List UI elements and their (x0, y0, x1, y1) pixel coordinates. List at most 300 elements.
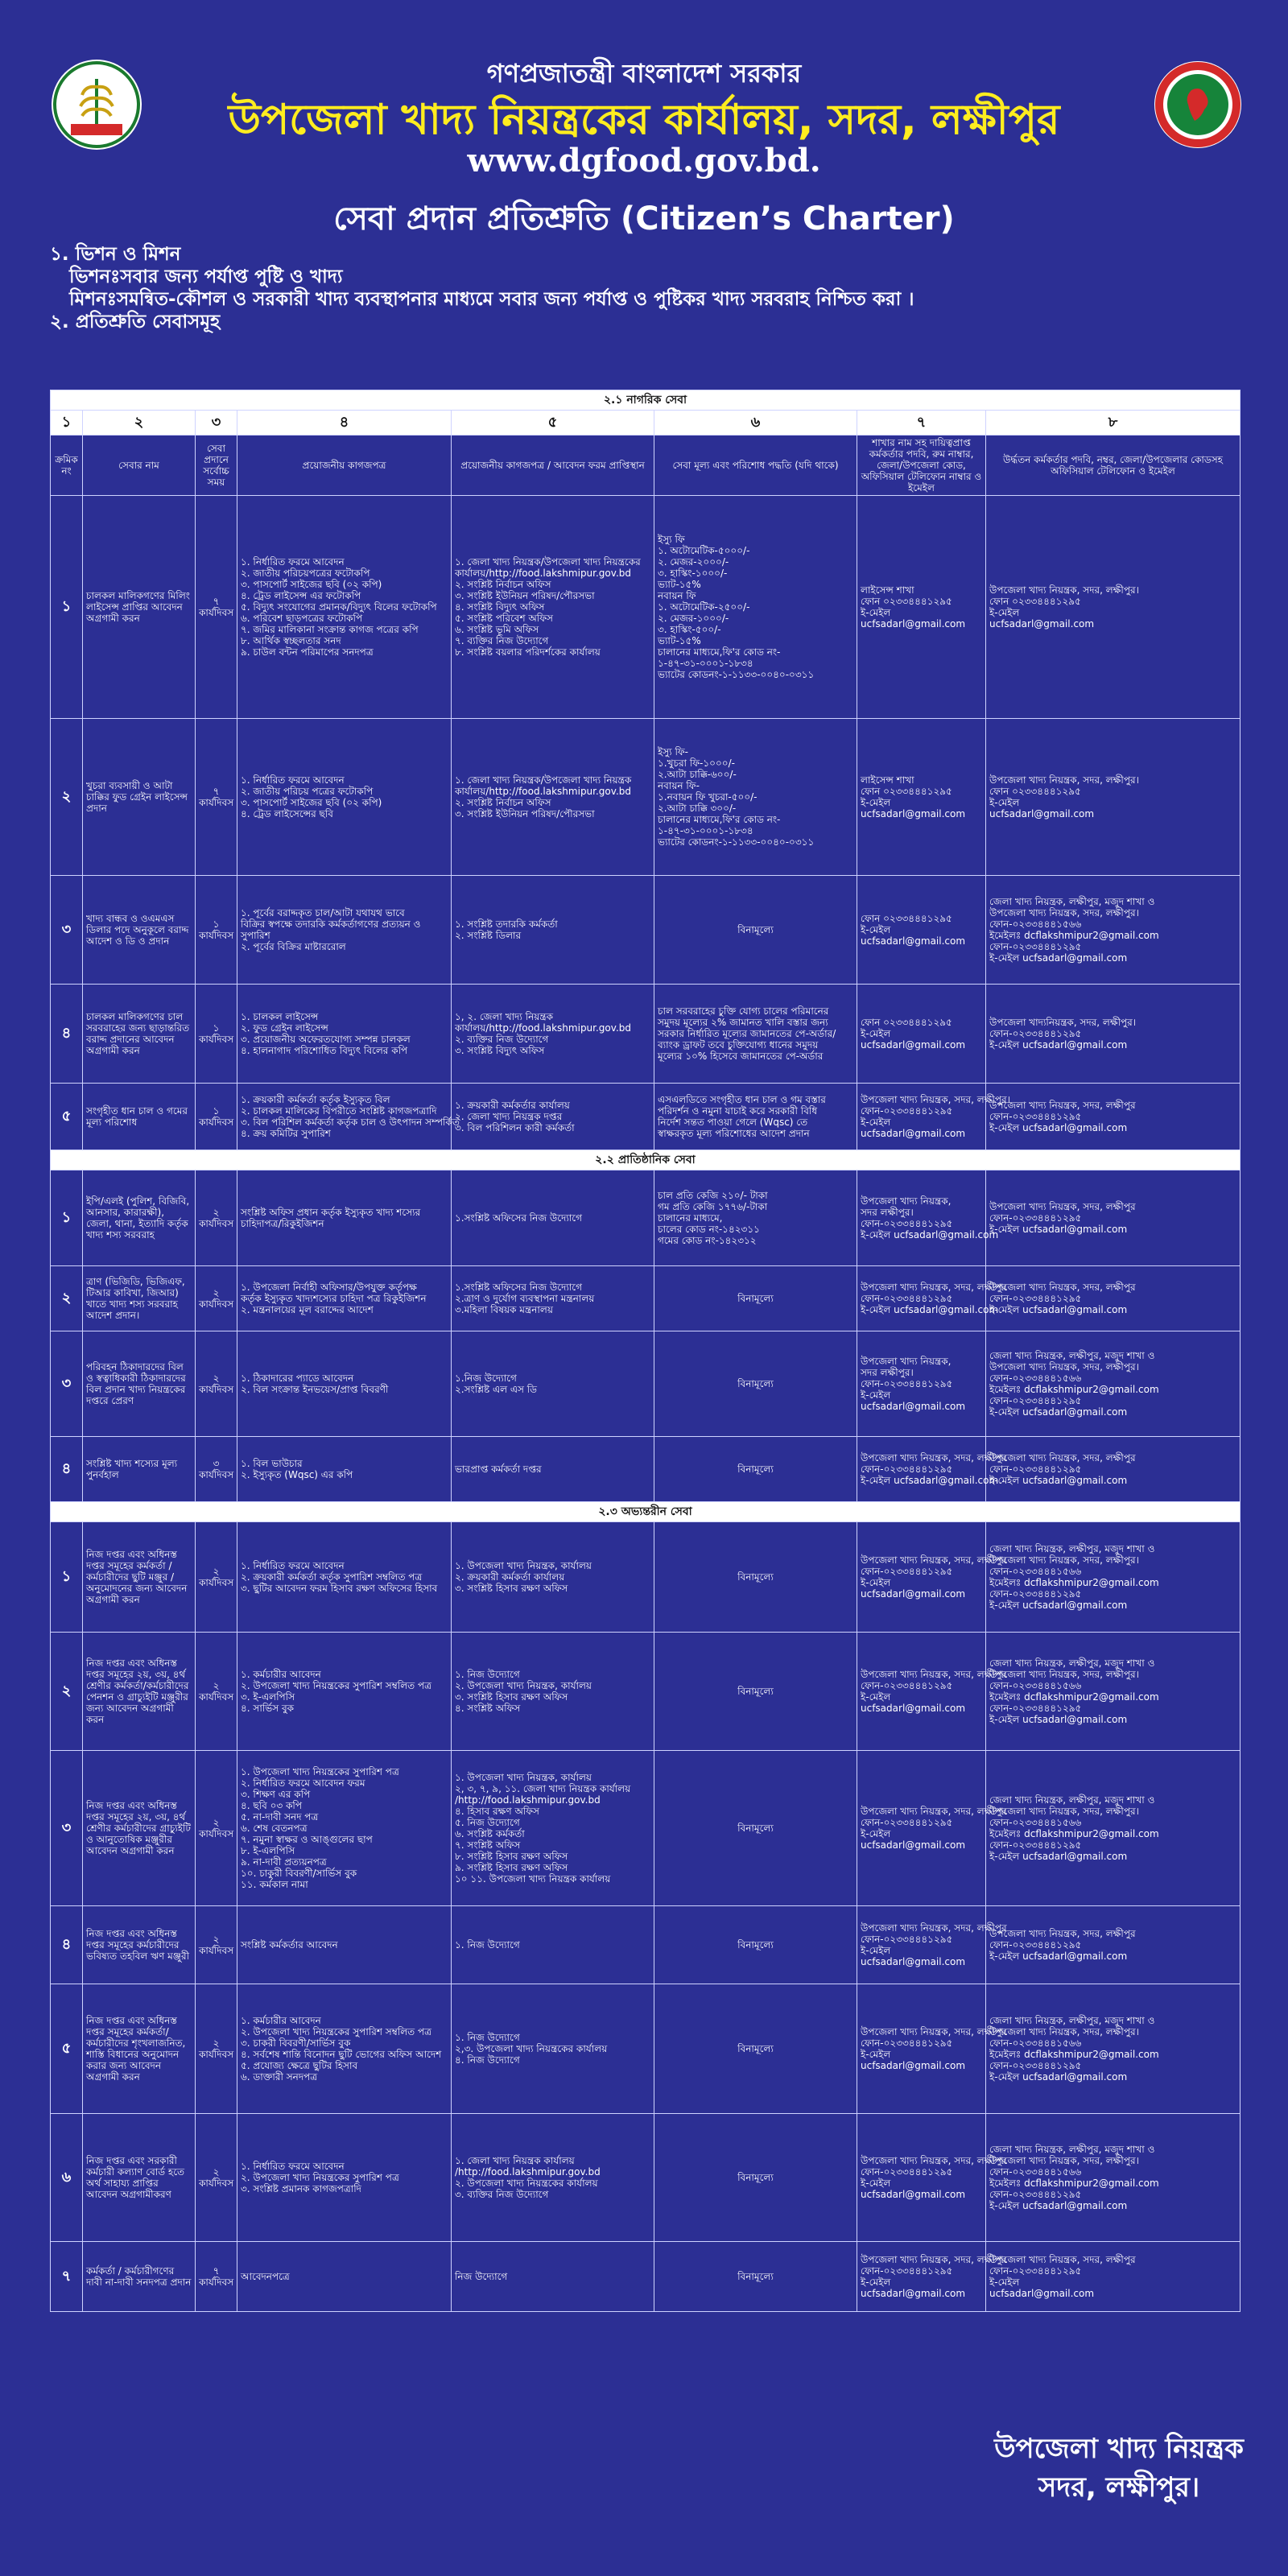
superior-cell-line: ucfsadarl@gmail.com (989, 618, 1095, 630)
officer-cell (857, 1266, 1007, 1331)
officer-cell-line: উপজেলা খাদ্য নিয়ন্ত্রক, (861, 1356, 952, 1367)
officer-cell-line: ucfsadarl@gmail.com (861, 1128, 966, 1139)
officer-cell-line: ফোন-০২৩৩৪৪৪১২৯৫ (861, 1934, 953, 1945)
where-cell-line: ২. উপজেলা খাদ্য নিয়ন্ত্রকের কার্যালয় (455, 2178, 598, 2189)
where-cell-line: ১. জেলা খাদ্য নিয়ন্ত্রক/উপজেলা খাদ্য নিয়ন্ত্রক (455, 774, 632, 786)
service-name-cell: সংগৃহীত ধান চাল ও গমের মূল্য পরিশোধ (83, 1084, 196, 1150)
service-table-wrapper (50, 390, 1240, 2312)
officer-cell-line: লাইসেন্স শাখা (861, 584, 914, 596)
where-cell (452, 1751, 654, 1906)
superior-cell-line: ucfsadarl@gmail.com (989, 808, 1095, 819)
fee-cell-line: চাল সরবরাহের চুক্তি যোগ্য চালের পরিমানের (658, 1005, 829, 1017)
superior-cell-line: ফোন-০২৩৩৪৪৪১৫৬৬ (989, 1817, 1082, 1828)
superior-cell-line: ফোন-০২৩৩৪৪৪১৫৬৬ (989, 2037, 1082, 2049)
superior-cell-line: ই-মেইল ucfsadarl@gmail.com (989, 1600, 1128, 1611)
service-name-cell: সংশ্লিষ্ট খাদ্য শস্যের মূল্য পুনর্বহাল (83, 1437, 196, 1502)
fee-cell-line: চালানের মাধ্যমে,ফি'র কোড নং- (658, 814, 781, 825)
documents-cell (237, 1437, 452, 1502)
fee-cell-line: ভ্যাটের কোডনং-১-১১৩৩-০০৪০-০৩১১ (658, 669, 815, 680)
where-cell-line: ২. উপজেলা খাদ্য নিয়ন্ত্রক, কার্যালয় (455, 1680, 592, 1691)
where-cell-line: ১. জেলা খাদ্য নিয়ন্ত্রক/উপজেলা খাদ্য নিয়ন্ত্রকের (455, 556, 641, 568)
superior-cell-line: ফোন ০২৩৩৪৪৪১২৯৫ (989, 786, 1081, 797)
where-cell (452, 1331, 654, 1437)
documents-cell (237, 985, 452, 1084)
where-cell-line: ৯. সংশ্লিষ্ট হিসাব রক্ষণ অফিস (455, 1862, 568, 1873)
fee-cell (654, 876, 857, 985)
service-row (51, 1170, 1241, 1266)
documents-cell-line: চাহিদাপত্র/রিকুইজিশন (241, 1218, 324, 1229)
documents-cell-line: ৮. ই-এলপিসি (241, 1845, 295, 1856)
service-name-cell: পরিবহন ঠিকাদারদের বিল ও স্বত্বাধিকারী ঠিকাদারদের বিল প্রদান খাদ্য নিয়ন্ত্রকের দপ্তরে প্রেরণ (83, 1331, 196, 1437)
where-cell-line: ১. নিজ উদ্যোগে (455, 2032, 520, 2043)
officer-cell-line: ই-মেইল (861, 1028, 891, 1039)
where-cell-line: ২.ত্রাণ ও দুর্যোগ ব্যবস্থাপনা মন্ত্রনালয় (455, 1293, 595, 1304)
superior-cell-line: ই-মেইল (989, 797, 1020, 808)
documents-cell-line: ৪. ক্রয় কমিটির সুপারিশ (241, 1128, 331, 1139)
where-cell-line: ৮. সংশ্লিষ্ট হিসাব রক্ষণ অফিস (455, 1851, 568, 1862)
service-name-cell: নিজ দপ্তর এবং অধিনস্ত দপ্তর সমূহের ২য়, ৩য়, ৪র্থ শ্রেণীর কর্মচারীদের গ্রাচ্যুইটি ও আনুতোষিক মঞ্জুরীর আবেদন অগ্রগামী করন (83, 1751, 196, 1906)
serial-cell: ৪ (51, 1906, 83, 1984)
superior-cell (986, 1331, 1241, 1437)
fee-cell-line: ১.খুচরা ফি-১০০০/- (658, 758, 735, 769)
superior-cell-line: জেলা খাদ্য নিয়ন্ত্রক, লক্ষীপুর, মজুদ শাখা ও (989, 1543, 1155, 1554)
fee-cell-line: বিনামূল্যে (737, 1823, 774, 1834)
officer-cell-line: ucfsadarl@gmail.com (861, 2288, 966, 2299)
officer-cell-line: ucfsadarl@gmail.com (861, 1956, 966, 1967)
fee-cell-line: ২.আটা চাক্কি-৬০০/- (658, 769, 737, 780)
documents-cell-line: ২. পূর্বের বিক্রির মাষ্টাররোল (241, 941, 346, 952)
fee-cell-line: ২.আটা চাক্কি ৩০০/- (658, 803, 737, 814)
serial-cell: ১ (51, 496, 83, 719)
time-cell: ১ কার্যদিবস (196, 876, 237, 985)
officer-cell-line: ফোন ০২৩৩৪৪৪১২৯৫ (861, 1017, 952, 1028)
header-serial: ক্রমিক নং (51, 436, 83, 496)
where-cell-line: কার্যালয়/http://food.lakshmipur.gov.bd (455, 786, 631, 797)
superior-cell (986, 1906, 1241, 1984)
documents-cell-line: ৬. পরিবেশ ছাড়পত্রের ফটোকপি (241, 613, 363, 624)
officer-cell-line: ফোন-০২৩৩৪৪৪১২৯৫ (861, 1463, 953, 1475)
officer-cell-line: ফোন ০২৩৩৪৪৪১২৯৫ (861, 596, 952, 607)
service-row (51, 2114, 1241, 2242)
superior-cell-line: ucfsadarl@gmail.com (989, 2288, 1095, 2299)
where-cell (452, 1437, 654, 1502)
where-cell-line: ২, ৩, ৭, ৯, ১১. জেলা খাদ্য নিয়ন্ত্রক কার্যালয় (455, 1783, 631, 1794)
superior-cell-line: ই-মেইল ucfsadarl@gmail.com (989, 952, 1128, 964)
superior-cell-line: ফোন-০২৩৩৪৪৪১২৯৫ (989, 1588, 1082, 1600)
fee-cell (654, 1984, 857, 2114)
where-cell-line: ৩.মহিলা বিষয়ক মন্ত্রনালয় (455, 1304, 553, 1315)
officer-cell-line: ফোন-০২৩৩৪৪৪১২৯৫ (861, 1293, 953, 1304)
officer-cell-line: উপজেলা খাদ্য নিয়ন্ত্রক, সদর, লক্ষীপুর (861, 1806, 1007, 1817)
documents-cell-line: সংশ্লিষ্ট অফিস প্রধান কর্তৃক ইস্যুকৃত খাদ্য শস্যের (241, 1207, 421, 1218)
service-row (51, 1266, 1241, 1331)
where-cell-line: /http://food.lakshmipur.gov.bd (455, 1794, 601, 1806)
service-row (51, 1084, 1241, 1150)
fee-cell-line: বিনামূল্যে (737, 924, 774, 935)
where-cell (452, 2114, 654, 2242)
where-cell-line: ৩. সংশ্লিষ্ট বিদ্যুৎ অফিস (455, 1045, 545, 1056)
superior-cell-line: ই-মেইল ucfsadarl@gmail.com (989, 1122, 1128, 1133)
officer-cell (857, 1633, 1007, 1751)
serial-cell: ৩ (51, 1331, 83, 1437)
superior-cell-line: ই-মেইল ucfsadarl@gmail.com (989, 1304, 1128, 1315)
fee-cell-line: সমুদয় মূল্যের ২% জামানত খালি বস্তার জন্য (658, 1017, 828, 1028)
fee-cell-line: বিনামূল্যে (737, 1571, 774, 1583)
where-cell (452, 1906, 654, 1984)
fee-cell-line: ৩. হাস্কিং-১০০০/- (658, 568, 728, 579)
officer-cell (857, 985, 986, 1084)
service-table-body (51, 390, 1241, 2312)
where-cell-line: ২. সংশ্লিষ্ট নির্বাচন অফিস (455, 579, 551, 590)
officer-cell-line: উপজেলা খাদ্য নিয়ন্ত্রক, সদর, লক্ষীপুর (861, 1554, 1007, 1566)
where-cell-line: ২. সংশ্লিষ্ট নির্বাচন অফিস (455, 797, 551, 808)
section-row (51, 1150, 1241, 1170)
documents-cell-line: ১. নির্ধারিত ফরমে আবেদন (241, 2161, 345, 2172)
header-superior: উর্দ্ধতন কর্মকর্তার পদবি, নম্বর, জেলা/উপজেলার কোডসহ অফিসিয়াল টেলিফোন ও ইমেইল (986, 436, 1241, 496)
fee-cell-line: বিনামূল্যে (737, 2271, 774, 2282)
column-number: ৪ (237, 411, 452, 436)
where-cell-line: ১. সংশ্লিষ্ট তদারকি কর্মকর্তা (455, 919, 558, 930)
officer-cell (857, 1331, 986, 1437)
documents-cell-line: ১. নির্ধারিত ফরমে আবেদন (241, 1560, 345, 1571)
service-row (51, 985, 1241, 1084)
serial-cell: ৩ (51, 1751, 83, 1906)
where-cell (452, 1633, 654, 1751)
officer-cell-line: ফোন-০২৩৩৪৪৪১২৯৫ (861, 1680, 953, 1691)
time-cell: ৭ কার্যদিবস (196, 496, 237, 719)
officer-cell-line: ফোন-০২৩৩৪৪৪১২৯৫ (861, 2265, 953, 2277)
documents-cell-line: ৪. সার্ভিস বুক (241, 1703, 295, 1714)
documents-cell-line: ৯. চাউল বন্টন পরিমাপের সনদপত্র (241, 646, 374, 658)
where-cell-line: ১. জেলা খাদ্য নিয়ন্ত্রক কার্যালয় (455, 2155, 575, 2166)
superior-cell (986, 1751, 1241, 1906)
documents-cell-line: ১. পূর্বের বরাদ্দকৃত চাল/আটা যথাযথ ভাবে (241, 907, 405, 919)
officer-cell-line: ফোন-০২৩৩৪৪৪১২৯৫ (861, 2037, 953, 2049)
documents-cell-line: ১. উপজেলা নির্বাহী অফিসার/উপযুক্ত কর্তৃপক্ষ (241, 1282, 417, 1293)
fee-cell-line: চাল প্রতি কেজি ২১০/- টাকা (658, 1190, 768, 1201)
signature-title: উপজেলা খাদ্য নিয়ন্ত্রক (994, 2433, 1244, 2465)
superior-cell-line: ই-মেইল (989, 607, 1020, 618)
superior-cell (986, 496, 1241, 719)
superior-cell-line: ইমেইলঃ dcflakshmipur2@gmail.com (989, 1691, 1159, 1703)
officer-cell-line: ucfsadarl@gmail.com (861, 935, 966, 947)
officer-cell-line: উপজেলা খাদ্য নিয়ন্ত্রক, সদর, লক্ষীপুর। (861, 1094, 1010, 1105)
service-row (51, 496, 1241, 719)
superior-cell-line: ফোন-০২৩৩৪৪৪১২৯৫ (989, 1212, 1082, 1224)
documents-cell-line: ৫. বিদ্যুৎ সংযোগের প্রমানক/বিদ্যুৎ বিলের ফটোকপি (241, 601, 437, 613)
where-cell-line: ১, ২. জেলা খাদ্য নিয়ন্ত্রক (455, 1011, 554, 1022)
documents-cell-line: ৪. ট্রেড লাইসেন্সের ছবি (241, 808, 333, 819)
officer-cell-line: ই-মেইল ucfsadarl@gmail.com (861, 1229, 999, 1241)
service-row (51, 2242, 1241, 2312)
documents-cell (237, 1984, 452, 2114)
serial-cell: ২ (51, 1266, 83, 1331)
time-cell: ২ কার্যদিবস (196, 1633, 237, 1751)
superior-cell-line: ফোন-০২৩৩৪৪৪১২৯৫ (989, 1839, 1082, 1851)
superior-cell-line: ই-মেইল ucfsadarl@gmail.com (989, 1475, 1128, 1486)
header-time: সেবা প্রদানে সর্বোচ্চ সময় (196, 436, 237, 496)
officer-cell-line: উপজেলা খাদ্য নিয়ন্ত্রক, সদর, লক্ষীপুর (861, 1452, 1007, 1463)
documents-cell (237, 719, 452, 876)
superior-cell-line: ফোন-০২৩৩৪৪৪১৫৬৬ (989, 1566, 1082, 1577)
officer-cell-line: ই-মেইল (861, 1577, 891, 1588)
officer-cell-line: ই-মেইল (861, 2178, 891, 2189)
officer-cell-line: ই-মেইল (861, 1117, 891, 1128)
superior-cell-line: ইমেইলঃ dcflakshmipur2@gmail.com (989, 2178, 1159, 2189)
documents-cell-line: ১. নির্ধারিত ফরমে আবেদন (241, 556, 345, 568)
superior-cell (986, 876, 1241, 985)
superior-cell-line: ই-মেইল ucfsadarl@gmail.com (989, 1224, 1128, 1235)
officer-cell (857, 2114, 1007, 2242)
fee-cell (654, 1331, 857, 1437)
superior-cell (986, 1266, 1241, 1331)
where-cell-line: ২.সংশ্লিষ্ট এল এস ডি (455, 1384, 538, 1395)
where-cell-line: ৪. সংশ্লিষ্ট বিদ্যুৎ অফিস (455, 601, 545, 613)
officer-cell-line: উপজেলা খাদ্য নিয়ন্ত্রক, সদর, লক্ষীপুর (861, 1669, 1007, 1680)
officer-cell-line: ই-মেইল (861, 1389, 891, 1401)
time-cell: ২ কার্যদিবস (196, 1751, 237, 1906)
column-number: ৮ (986, 411, 1241, 436)
superior-cell-line: ফোন-০২৩৩৪৪৪১২৯৫ (989, 941, 1082, 952)
fee-cell-line: চালানের মাধ্যমে, (658, 1212, 723, 1224)
superior-cell-line: উপজেলা খাদ্য নিয়ন্ত্রক, সদর, লক্ষীপুর। (989, 2026, 1139, 2037)
officer-cell-line: উপজেলা খাদ্য নিয়ন্ত্রক, (861, 1195, 952, 1207)
documents-cell-line: ২. মন্ত্রনালয়ের মূল বরাদ্দের আদেশ (241, 1304, 374, 1315)
superior-cell-line: ইমেইলঃ dcflakshmipur2@gmail.com (989, 1577, 1159, 1588)
where-cell-line: /http://food.lakshmipur.gov.bd (455, 2166, 601, 2178)
where-cell-line: ২. ব্যক্তির নিজ উদ্যোগে (455, 1034, 549, 1045)
documents-cell-line: ২. চালকল মালিকের বিপরীতে সংশ্লিষ্ট কাগজপত্রাদি (241, 1105, 437, 1117)
superior-cell-line: জেলা খাদ্য নিয়ন্ত্রক, লক্ষীপুর, মজুদ শাখা ও (989, 2015, 1155, 2026)
officer-cell (857, 876, 986, 985)
service-name-cell: নিজ দপ্তর এবং অধিনস্ত দপ্তর সমূহের কর্মকর্তা/কর্মচারীদের শৃংখলাজনিত, শাস্তি বিধানের অনুমোদন করার জন্য আবেদন অগ্রগামী করন (83, 1984, 196, 2114)
time-cell: ২ কার্যদিবস (196, 1906, 237, 1984)
where-cell-line: নিজ উদ্যোগে (455, 2271, 508, 2282)
fee-cell (654, 1084, 857, 1150)
documents-cell-line: ৩. শিক্ষণ এর কপি (241, 1789, 311, 1800)
officer-cell-line: উপজেলা খাদ্য নিয়ন্ত্রক, সদর, লক্ষীপুর (861, 1922, 1007, 1934)
column-number: ৫ (452, 411, 654, 436)
fee-cell-line: বিনামূল্যে (737, 1378, 774, 1389)
time-cell: ৩ কার্যদিবস (196, 1437, 237, 1502)
fee-cell-line: বিনামূল্যে (737, 1463, 774, 1475)
where-cell (452, 1984, 654, 2114)
superior-cell-line: উপজেলা খাদ্য নিয়ন্ত্রক, সদর, লক্ষীপুর (989, 1201, 1136, 1212)
office-title: উপজেলা খাদ্য নিয়ন্ত্রকের কার্যালয়, সদর, লক্ষীপুর (228, 96, 1060, 144)
documents-cell-line: সুপারিশ (241, 930, 270, 941)
superior-cell-line: ফোন-০২৩৩৪৪৪১২৯৫ (989, 1703, 1082, 1714)
superior-cell-line: উপজেলা খাদ্য নিয়ন্ত্রক, সদর, লক্ষীপুর (989, 1282, 1136, 1293)
officer-cell (857, 496, 986, 719)
fee-cell (654, 719, 857, 876)
officer-cell-line: ucfsadarl@gmail.com (861, 1839, 966, 1851)
superior-cell (986, 719, 1241, 876)
where-cell-line: ১. উপজেলা খাদ্য নিয়ন্ত্রক, কার্যালয় (455, 1560, 592, 1571)
officer-cell-line: ফোন ০২৩৩৪৪৪১২৯৫ (861, 913, 952, 924)
where-cell-line: ৮. সংশ্লিষ্ট বয়লার পরিদর্শকের কার্যালয় (455, 646, 601, 658)
service-name-cell: খুচরা ব্যবসায়ী ও আটা চাক্কির ফুড গ্রেইন লাইসেন্স প্রদান (83, 719, 196, 876)
officer-cell-line: ই-মেইল (861, 1691, 891, 1703)
superior-cell (986, 1633, 1241, 1751)
column-number: ১ (51, 411, 83, 436)
where-cell-line: ৫. নিজ উদ্যোগে (455, 1817, 520, 1828)
where-cell (452, 719, 654, 876)
where-cell-line: ৩. সংশ্লিষ্ট ইউনিয়ন পরিষদ/পৌরসভা (455, 590, 595, 601)
superior-cell-line: ই-মেইল ucfsadarl@gmail.com (989, 2071, 1128, 2083)
header-documents: প্রয়োজনীয় কাগজপত্র (237, 436, 452, 496)
documents-cell-line: ২. ক্রয়কারী কর্মকর্তা কর্তৃক সুপারিশ সম্বলিত পত্র (241, 1571, 423, 1583)
documents-cell (237, 1633, 452, 1751)
time-cell: ১ কার্যদিবস (196, 1084, 237, 1150)
officer-cell-line: উপজেলা খাদ্য নিয়ন্ত্রক, সদর, লক্ষীপুর (861, 2026, 1007, 2037)
superior-cell (986, 1522, 1241, 1633)
time-cell: ২ কার্যদিবস (196, 1522, 237, 1633)
superior-cell-line: ই-মেইল ucfsadarl@gmail.com (989, 1406, 1128, 1418)
documents-cell-line: ১. চালকল লাইসেন্স (241, 1011, 319, 1022)
documents-cell-line: ৫. প্রযোজ্য ক্ষেত্রে ছুটির হিসাব (241, 2060, 358, 2071)
superior-cell-line: ফোন-০২৩৩৪৪৪১২৯৫ (989, 1293, 1082, 1304)
where-cell (452, 1084, 654, 1150)
where-cell-line: ৩. ব্যক্তির নিজ উদ্যোগে (455, 2189, 549, 2200)
officer-cell-line: ফোন-০২৩৩৪৪৪১২৯৫ (861, 1378, 953, 1389)
service-name-cell: চালকল মালিকগণের চাল সরবরাহের জন্য ছাড়ান্তরিত বরাদ্দ প্রদানের আবেদন অগ্রগামী করন (83, 985, 196, 1084)
serial-cell: ১ (51, 1170, 83, 1266)
documents-cell (237, 1522, 452, 1633)
superior-cell-line: উপজেলা খাদ্য নিয়ন্ত্রক, সদর, লক্ষীপুর। (989, 774, 1139, 786)
officer-cell-line: ই-মেইল (861, 607, 891, 618)
time-cell: ২ কার্যদিবস (196, 1170, 237, 1266)
fee-cell (654, 496, 857, 719)
superior-cell-line: জেলা খাদ্য নিয়ন্ত্রক, লক্ষীপুর, মজুদ শাখা ও (989, 896, 1155, 907)
officer-cell-line: ই-মেইল ucfsadarl@gmail.com (861, 1475, 999, 1486)
where-cell-line: ৬. সংশ্লিষ্ট ভূমি অফিস (455, 624, 539, 635)
officer-cell-line: ই-মেইল (861, 797, 891, 808)
commitment-heading: ২. প্রতিশ্রুতি সেবাসমূহ (50, 312, 221, 332)
documents-cell-line: আবেদনপত্রে (241, 2271, 290, 2282)
time-cell: ১ কার্যদিবস (196, 985, 237, 1084)
mission-text: মিশনঃসমন্বিত-কৌশল ও সরকারী খাদ্য ব্যবস্থাপনার মাধ্যমে সবার জন্য পর্যাপ্ত ও পুষ্টিকর খাদ্য সরবরাহ নিশ্চিত করা । (69, 289, 914, 310)
fee-cell-line: ভ্যাট-১৫% (658, 635, 701, 646)
documents-cell-line: ৭. জমির মালিকানা সংক্রান্ত কাগজ পত্রের কপি (241, 624, 419, 635)
officer-cell-line: উপজেলা খাদ্য নিয়ন্ত্রক, সদর, লক্ষীপুর (861, 2155, 1007, 2166)
superior-cell-line: ই-মেইল ucfsadarl@gmail.com (989, 2200, 1128, 2211)
documents-cell-line: ৩. চাকরী বিবরণী/সার্ভিস বুক (241, 2037, 351, 2049)
superior-cell-line: ই-মেইল ucfsadarl@gmail.com (989, 1851, 1128, 1862)
documents-cell-line: ৬. ডাক্তারী সনদপত্র (241, 2071, 318, 2083)
fee-cell-line: ২. মেজর-২০০০/- (658, 556, 729, 568)
officer-cell-line: ucfsadarl@gmail.com (861, 1039, 966, 1051)
documents-cell-line: ৭. নমুনা স্বাক্ষর ও আঙ্গুলের ছাপ (241, 1834, 373, 1845)
superior-cell-line: ফোন-০২৩৩৪৪৪১২৯৫ (989, 2060, 1082, 2071)
documents-cell-line: ১. বিল ভাউচার (241, 1458, 303, 1469)
vision-mission-heading: ১. ভিশন ও মিশন (50, 244, 181, 265)
serial-cell: ৩ (51, 876, 83, 985)
documents-cell (237, 496, 452, 719)
documents-cell-line: ৩. পাসপোর্ট সাইজের ছবি (০২ কপি) (241, 579, 382, 590)
superior-cell (986, 1437, 1241, 1502)
documents-cell-line: ১০. চাকুরী বিবরণী/সার্ভিস বুক (241, 1868, 357, 1879)
fee-cell-line: মূল্যের ১০% হিসেবে জামানতের পে-অর্ডার (658, 1051, 824, 1062)
where-cell-line: ২. সংশ্লিষ্ট ডিলার (455, 930, 522, 941)
fee-cell-line: ভ্যাট-১৫% (658, 579, 701, 590)
service-name-cell: নিজ দপ্তর এবং অধিনস্ত দপ্তর সমূহের কর্মকর্তা / কর্মচারীদের ছুটি মঞ্জুর / অনুমোদনের জন্য আবেদন অগ্রগামী করন (83, 1522, 196, 1633)
superior-cell-line: উপজেলা খাদ্যনিয়ন্ত্রক, সদর, লক্ষীপুর। (989, 1017, 1137, 1028)
service-row (51, 1633, 1241, 1751)
superior-cell-line: ইমেইলঃ dcflakshmipur2@gmail.com (989, 1828, 1159, 1839)
service-name-cell: নিজ দপ্তর এবং অধিনস্ত দপ্তর সমূহের ২য়, ৩য়, ৪র্থ শ্রেণীর কর্মকর্তা/কর্মচারীদের পেনশন ও গ্রাচ্যুইটি মঞ্জুরীর জন্য আবেদন অগ্রগামী করন (83, 1633, 196, 1751)
superior-cell-line: ফোন-০২৩৩৪৪৪১২৯৫ (989, 1395, 1082, 1406)
service-row (51, 1906, 1241, 1984)
documents-cell-line: ৩. বিল পরিশিল কর্মকর্তা কর্তৃক চাল ও উৎপাদন সম্পর্কিত (241, 1117, 460, 1128)
fee-cell (654, 1266, 857, 1331)
where-cell-line: ২,৩. উপজেলা খাদ্য নিয়ন্ত্রকের কার্যালয় (455, 2043, 608, 2054)
superior-cell (986, 1984, 1241, 2114)
officer-cell-line: লাইসেন্স শাখা (861, 774, 914, 786)
officer-cell (857, 2242, 1007, 2312)
officer-cell (857, 1906, 1007, 1984)
documents-cell-line: ১. কর্মচারীর আবেদন (241, 1669, 321, 1680)
where-cell-line: ১.সংশ্লিষ্ট অফিসের নিজ উদ্যোগে (455, 1282, 582, 1293)
fee-cell (654, 2114, 857, 2242)
officer-cell-line: ই-মেইল (861, 2049, 891, 2060)
where-cell-line: ৭. সংশ্লিষ্ট অফিস (455, 1839, 521, 1851)
column-number-row (51, 411, 1241, 436)
fee-cell-line: স্বাক্ষরকৃত মূল্য পরিশোধের আদেশ প্রদান (658, 1128, 810, 1139)
where-cell-line: ১. নিজ উদ্যোগে (455, 1669, 520, 1680)
officer-cell-line: উপজেলা খাদ্য নিয়ন্ত্রক, সদর, লক্ষীপুর (861, 1282, 1007, 1293)
documents-cell-line: ৬. শেষ বেতনপত্র (241, 1823, 308, 1834)
column-number: ২ (83, 411, 196, 436)
section-title: ২.৩ অভ্যন্তরীন সেবা (51, 1502, 1241, 1522)
service-name-cell: ইপি/এলই (পুলিশ, বিজিবি, আনসার, কারারক্ষী), জেলা, থানা, ইত্যাদি কর্তৃক খাদ্য শস্য সরবরাহ (83, 1170, 196, 1266)
documents-cell-line: ৫. না-দাবী সনদ পত্র (241, 1811, 319, 1823)
officer-cell-line: ফোন-০২৩৩৪৪৪১২৯৫ (861, 1218, 953, 1229)
officer-cell-line: ucfsadarl@gmail.com (861, 808, 966, 819)
officer-cell-line: ফোন-০২৩৩৪৪৪১২৯৫ (861, 2166, 953, 2178)
fee-cell-line: ১.নবায়ন ফি খুচরা-৫০০/- (658, 791, 758, 803)
officer-cell (857, 1170, 999, 1266)
website-link[interactable]: www.dgfood.gov.bd. (467, 142, 821, 180)
where-cell-line: ৩. বিল পরিশিলন কারী কর্মকর্তা (455, 1122, 575, 1133)
fee-cell-line: ১. অটোমেটিক-৫০০০/- (658, 545, 750, 556)
superior-cell-line: ফোন-০২৩৩৪৪৪১২৯৫ (989, 2265, 1082, 2277)
where-cell-line: ৫. সংশ্লিষ্ট পরিবেশ অফিস (455, 613, 553, 624)
documents-cell (237, 1084, 460, 1150)
documents-cell-line: ৩. সংশ্লিষ্ট প্রমানক কাগজপত্রাদি (241, 2183, 361, 2194)
fee-cell-line: এসএলডিতে সংগৃহীত ধান চাল ও গম বস্তার (658, 1094, 826, 1105)
officer-cell-line: ucfsadarl@gmail.com (861, 2060, 966, 2071)
documents-cell-line: ১. উপজেলা খাদ্য নিয়ন্ত্রকের সুপারিশ পত্র (241, 1766, 399, 1777)
superior-cell-line: উপজেলা খাদ্য নিয়ন্ত্রক, সদর, লক্ষীপুর। (989, 584, 1139, 596)
time-cell: ৭ কার্যদিবস (196, 2242, 237, 2312)
documents-cell-line: ২. জাতীয় পরিচয় পত্রের ফটোকপি (241, 786, 374, 797)
superior-cell (986, 2242, 1241, 2312)
superior-cell-line: জেলা খাদ্য নিয়ন্ত্রক, লক্ষীপুর, মজুদ শাখা ও (989, 1657, 1155, 1669)
officer-cell-line: ফোন-০২৩৩৪৪৪১২৯৫ (861, 1566, 953, 1577)
time-cell: ২ কার্যদিবস (196, 2114, 237, 2242)
section-title: ২.২ প্রাতিষ্ঠানিক সেবা (51, 1150, 1241, 1170)
column-header-row (51, 436, 1241, 496)
fee-cell-line: চালের কোড নং-১৪২৩১১ (658, 1224, 760, 1235)
superior-cell-line: উপজেলা খাদ্য নিয়ন্ত্রক, সদর, লক্ষীপুর। (989, 907, 1139, 919)
documents-cell (237, 1331, 452, 1437)
serial-cell: ৪ (51, 985, 83, 1084)
officer-cell-line: ই-মেইল (861, 2277, 891, 2288)
fee-cell (654, 1170, 857, 1266)
fee-cell (654, 1906, 857, 1984)
fee-cell-line: ইস্যু ফি- (658, 746, 688, 758)
time-cell: ২ কার্যদিবস (196, 1266, 237, 1331)
